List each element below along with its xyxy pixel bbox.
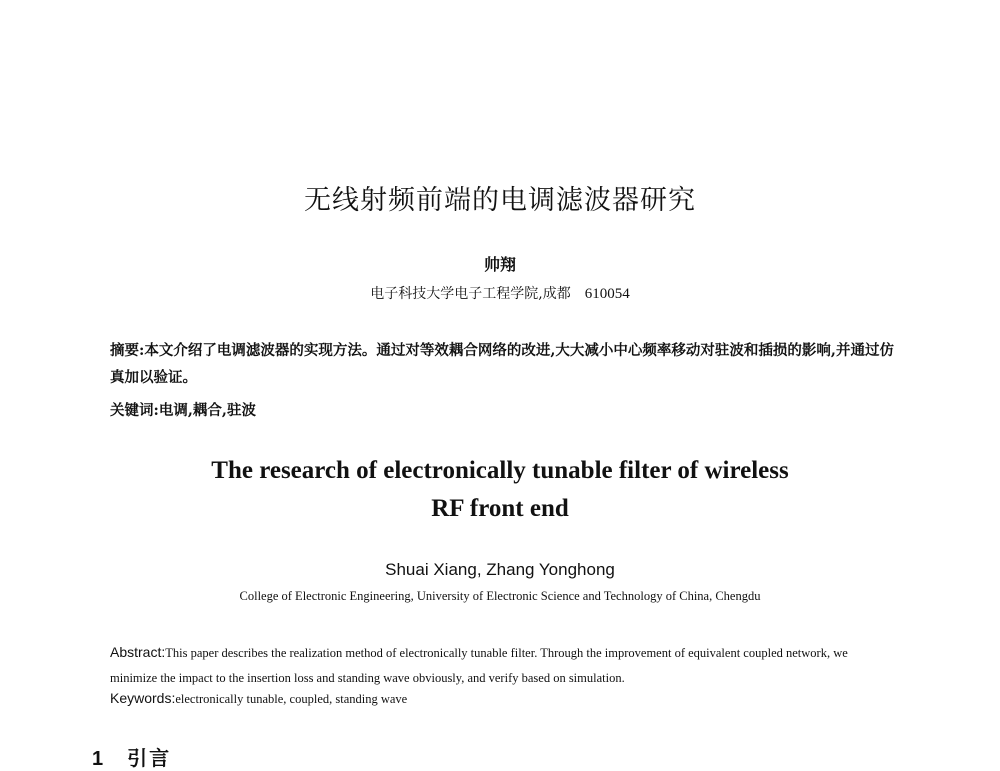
english-abstract-text: This paper describes the realization method of electronically tunable filter. Through the improvement of equivalent coupled network, we minimize the impact to the insertion loss and standing wave obviously, and verify based on simulation. [110, 646, 848, 685]
chinese-keywords-label: 关键词: [110, 402, 159, 419]
chinese-keywords-text: 电调,耦合,驻波 [158, 402, 256, 419]
chinese-abstract-label: 摘要: [110, 342, 145, 359]
chinese-abstract [110, 337, 895, 391]
english-title [0, 452, 1000, 528]
chinese-title: 无线射频前端的电调滤波器研究 [304, 185, 696, 216]
chinese-abstract-text: 本文介绍了电调滤波器的实现方法。通过对等效耦合网络的改进,大大减小中心频率移动对驻波和插损的影响,并通过仿真加以验证。 [110, 342, 894, 386]
section-title: 引言 [127, 746, 172, 770]
english-affiliation: College of Electronic Engineering, University of Electronic Science and Technology of China, Chengdu [239, 589, 761, 603]
english-abstract [110, 640, 890, 691]
english-title-line2: RF front end [431, 495, 569, 522]
english-authors: Shuai Xiang, Zhang Yonghong [385, 560, 615, 579]
section-heading [92, 742, 171, 771]
chinese-affiliation [0, 283, 1000, 303]
section-number: 1 [92, 748, 106, 770]
chinese-author: 帅翔 [483, 255, 516, 274]
chinese-affiliation-text: 电子科技大学电子工程学院,成都 [370, 286, 571, 302]
postal-code: 610054 [584, 286, 630, 302]
english-title-line1: The research of electronically tunable filter of wireless [211, 457, 789, 484]
english-keywords-text: electronically tunable, coupled, standing wave [175, 692, 408, 706]
english-keywords [110, 690, 890, 707]
english-abstract-label: Abstract: [110, 644, 166, 660]
chinese-keywords [110, 399, 895, 420]
english-keywords-label: Keywords: [110, 690, 176, 706]
